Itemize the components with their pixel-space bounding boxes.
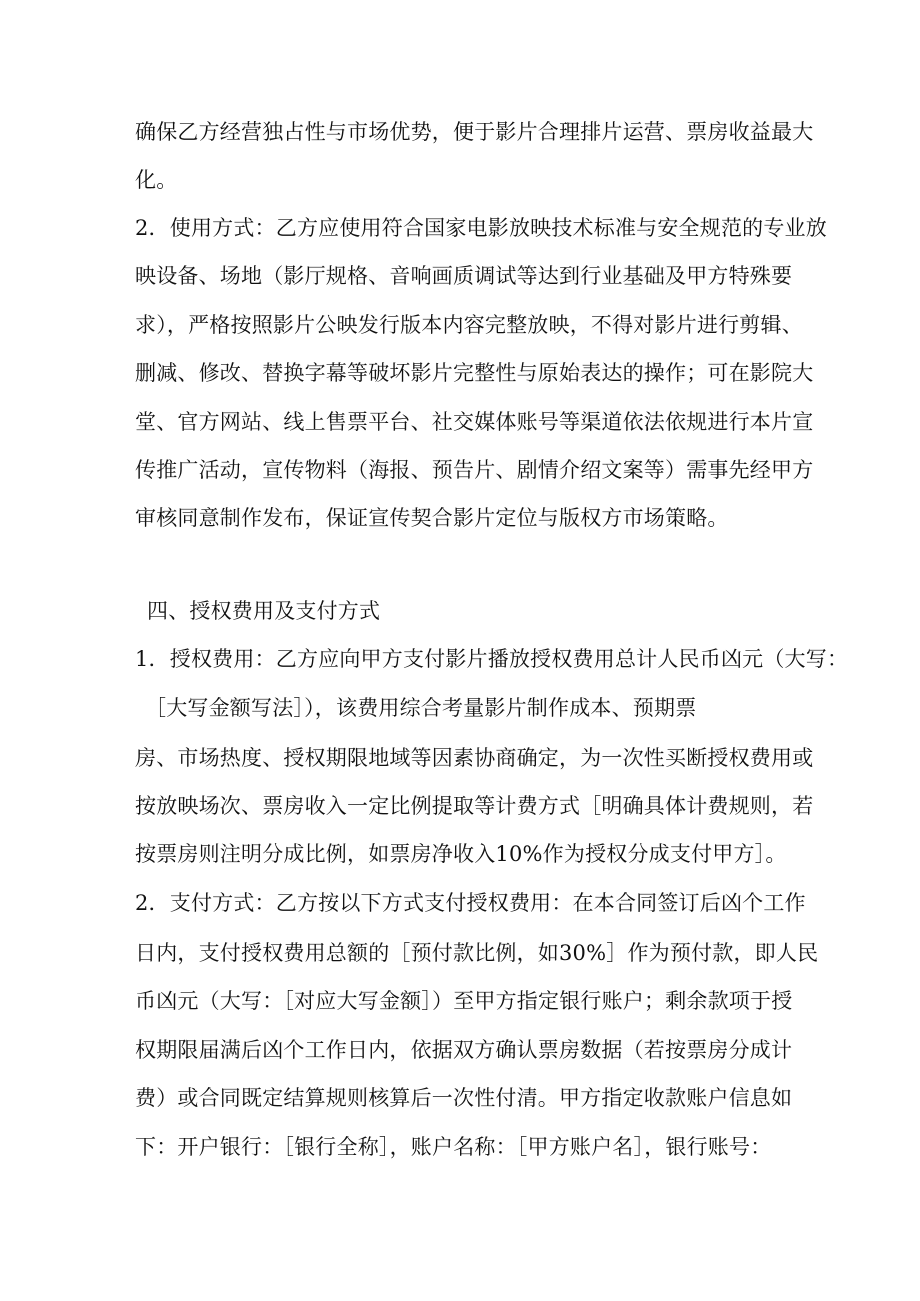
paragraph-line: 下：开户银行：［银行全称］，账户名称：［甲方账户名］，银行账号： <box>135 1135 772 1159</box>
paragraph-line: 化。 <box>135 168 178 192</box>
paragraph-line: 删减、修改、替换字幕等破坏影片完整性与原始表达的操作；可在影院大 <box>135 361 814 385</box>
paragraph-line: 映设备、场地（影厅规格、音响画质调试等达到行业基础及甲方特殊要 <box>135 264 793 288</box>
paragraph-line: 按票房则注明分成比例，如票房净收入10%作为授权分成支付甲方］。 <box>135 842 787 866</box>
section-heading: 四、授权费用及支付方式 <box>147 599 381 623</box>
paragraph-line: 日内，支付授权费用总额的［预付款比例，如30%］作为预付款，即人民 <box>135 941 819 965</box>
paragraph-line: 1．授权费用：乙方应向甲方支付影片播放授权费用总计人民币凶元（大写： <box>135 647 849 671</box>
paragraph-line: 审核同意制作发布，保证宣传契合影片定位与版权方市场策略。 <box>135 506 729 530</box>
paragraph-line: 堂、官方网站、线上售票平台、社交媒体账号等渠道依法依规进行本片宣 <box>135 410 814 434</box>
paragraph-line: ［大写金额写法］），该费用综合考量影片制作成本、预期票 <box>145 696 697 720</box>
paragraph-line: 费）或合同既定结算规则核算后一次性付清。甲方指定收款账户信息如 <box>135 1086 793 1110</box>
paragraph-line: 传推广活动，宣传物料（海报、预告片、剧情介绍文案等）需事先经甲方 <box>135 458 814 482</box>
paragraph-line: 权期限届满后凶个工作日内，依据双方确认票房数据（若按票房分成计 <box>135 1038 793 1062</box>
paragraph-line: 确保乙方经营独占性与市场优势，便于影片合理排片运营、票房收益最大 <box>135 120 814 144</box>
paragraph-line: 按放映场次、票房收入一定比例提取等计费方式［明确具体计费规则，若 <box>135 794 814 818</box>
paragraph-line: 2．支付方式：乙方按以下方式支付授权费用：在本合同签订后凶个工作 <box>135 891 806 915</box>
paragraph-line: 2．使用方式：乙方应使用符合国家电影放映技术标准与安全规范的专业放 <box>135 216 827 240</box>
paragraph-line: 币凶元（大写：［对应大写金额］）至甲方指定银行账户；剩余款项于授 <box>135 989 793 1013</box>
paragraph-line: 房、市场热度、授权期限地域等因素协商确定，为一次性买断授权费用或 <box>135 746 814 770</box>
paragraph-line: 求），严格按照影片公映发行版本内容完整放映，不得对影片进行剪辑、 <box>135 313 803 337</box>
